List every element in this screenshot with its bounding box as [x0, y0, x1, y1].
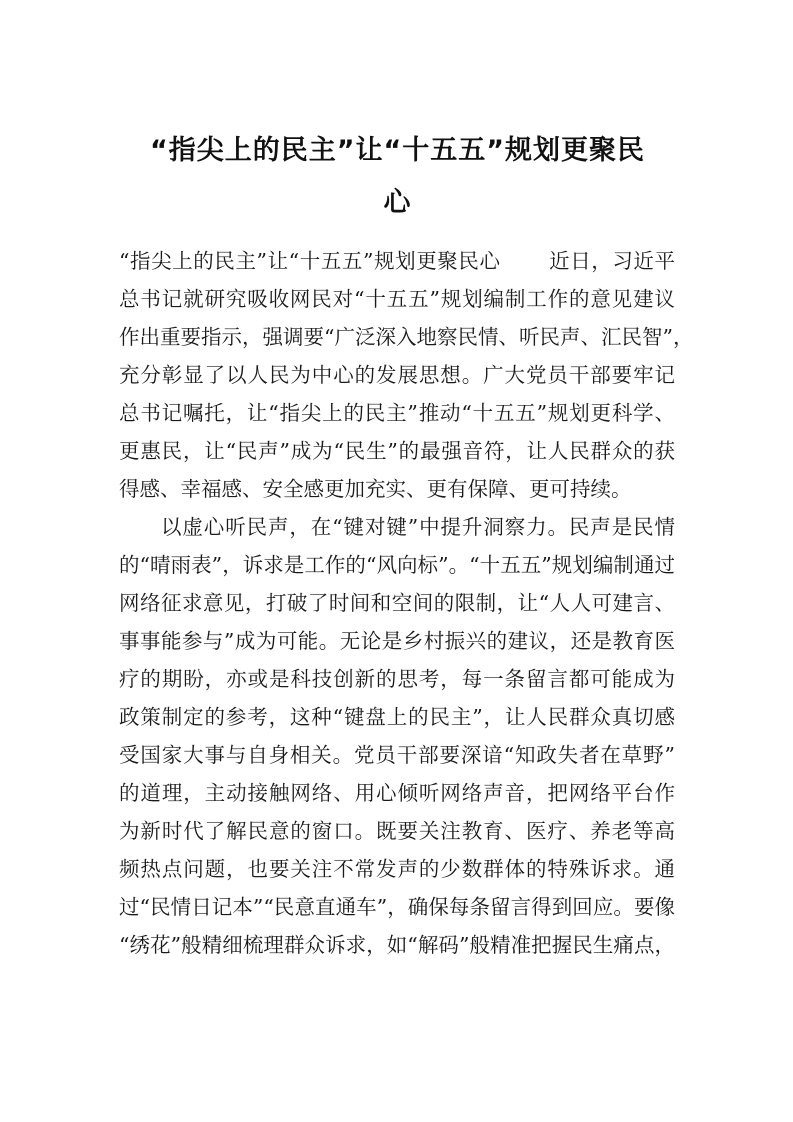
paragraph-2-line-2: 的“晴雨表”，诉求是工作的“风向标”。“十五五”规划编制通过	[119, 553, 675, 577]
paragraph-2-line-5: 疗的期盼，亦或是科技创新的思考，每一条留言都可能成为	[119, 667, 675, 691]
paragraph-2-line-7: 受国家大事与自身相关。党员干部要深谙“知政失者在草野”	[119, 743, 675, 767]
paragraph-2-line-1: 以虚心听民声，在“键对键”中提升洞察力。民声是民情	[161, 515, 675, 539]
paragraph-2-line-9: 为新时代了解民意的窗口。既要关注教育、医疗、养老等高	[119, 819, 675, 843]
paragraph-1-line-6: 更惠民，让“民声”成为“民生”的最强音符，让人民群众的获	[119, 439, 675, 463]
paragraph-2-line-10: 频热点问题，也要关注不常发声的少数群体的特殊诉求。通	[119, 857, 675, 881]
paragraph-2-line-8: 的道理，主动接触网络、用心倾听网络声音，把网络平台作	[119, 781, 675, 805]
document-title-line-2: 心	[383, 187, 412, 218]
paragraph-1-line-1	[119, 246, 675, 276]
lead-date-text: 近日，习近平	[548, 249, 676, 273]
paragraph-2-line-4: 事事能参与”成为可能。无论是乡村振兴的建议，还是教育医	[119, 629, 675, 653]
paragraph-1-line-5: 总书记嘱托，让“指尖上的民主”推动“十五五”规划更科学、	[119, 401, 675, 425]
paragraph-1-line-7: 得感、幸福感、安全感更加充实、更有保障、更可持续。	[119, 477, 632, 501]
paragraph-2-line-12: “绣花”般精细梳理群众诉求，如“解码”般精准把握民生痛点，	[119, 933, 675, 957]
paragraph-1-line-4: 充分彰显了以人民为中心的发展思想。广大党员干部要牢记	[119, 363, 675, 387]
paragraph-2-line-11: 过“民情日记本”“民意直通车”，确保每条留言得到回应。要像	[119, 895, 675, 919]
paragraph-1-line-3: 作出重要指示，强调要“广泛深入地察民情、听民声、汇民智”，	[119, 325, 694, 349]
paragraph-2-line-6: 政策制定的参考，这种“键盘上的民主”，让人民群众真切感	[119, 705, 675, 729]
document-title-line-1: “指尖上的民主”让“十五五”规划更聚民	[150, 135, 645, 166]
paragraph-2-line-3: 网络征求意见，打破了时间和空间的限制，让“人人可建言、	[119, 591, 675, 615]
lead-title-text: “指尖上的民主”让“十五五”规划更聚民心	[119, 249, 501, 273]
paragraph-1-line-2: 总书记就研究吸收网民对“十五五”规划编制工作的意见建议	[119, 287, 675, 311]
